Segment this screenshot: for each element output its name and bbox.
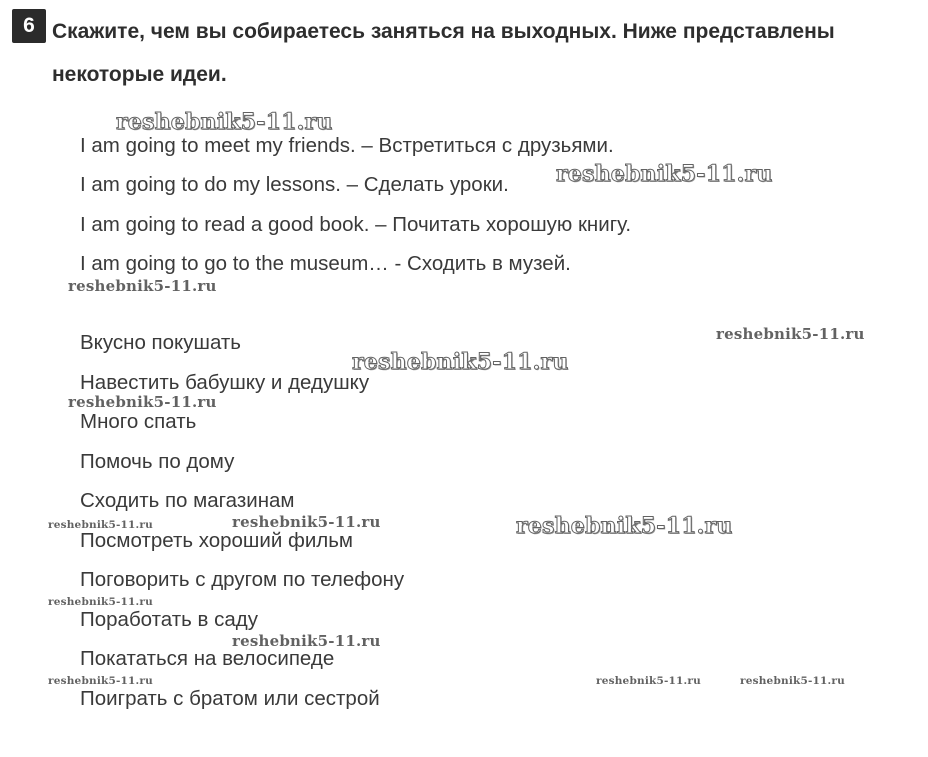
watermark: reshebnik5-11.ru [232,632,381,650]
idea-item: Сходить по магазинам [80,489,295,512]
idea-item: Покататься на велосипеде [80,647,335,670]
idea-item: Вкусно покушать [80,331,241,354]
watermark: reshebnik5-11.ru [352,349,569,375]
watermark: reshebnik5-11.ru [516,513,733,539]
idea-item: Помочь по дому [80,450,235,473]
watermark: reshebnik5-11.ru [740,675,845,687]
watermark: reshebnik5-11.ru [716,325,865,343]
watermark: reshebnik5-11.ru [68,393,217,411]
idea-item: Поговорить с другом по телефону [80,568,405,591]
idea-item: Поработать в саду [80,608,258,631]
watermark: reshebnik5-11.ru [556,161,773,187]
phrase-item: I am going to go to the museum… - Сходить в музей. [80,252,571,275]
phrase-item: I am going to read a good book. – Почитать хорошую книгу. [80,213,632,236]
idea-item: Много спать [80,410,197,433]
task-number-badge: 6 [12,9,46,43]
idea-item: Посмотреть хороший фильм [80,529,354,552]
watermark: reshebnik5-11.ru [232,513,381,531]
watermark: reshebnik5-11.ru [48,519,153,531]
watermark: reshebnik5-11.ru [48,675,153,687]
phrase-item: I am going to do my lessons. – Сделать уроки. [80,173,509,196]
watermark: reshebnik5-11.ru [596,675,701,687]
task-title: Скажите, чем вы собираетесь заняться на выходных. Ниже представлены некоторые идеи. [52,20,835,86]
watermark: reshebnik5-11.ru [48,596,153,608]
watermark: reshebnik5-11.ru [68,277,217,295]
idea-item: Поиграть с братом или сестрой [80,687,380,710]
idea-item: Навестить бабушку и дедушку [80,371,370,394]
watermark: reshebnik5-11.ru [116,109,333,135]
phrase-item: I am going to meet my friends. – Встретиться с друзьями. [80,134,614,157]
